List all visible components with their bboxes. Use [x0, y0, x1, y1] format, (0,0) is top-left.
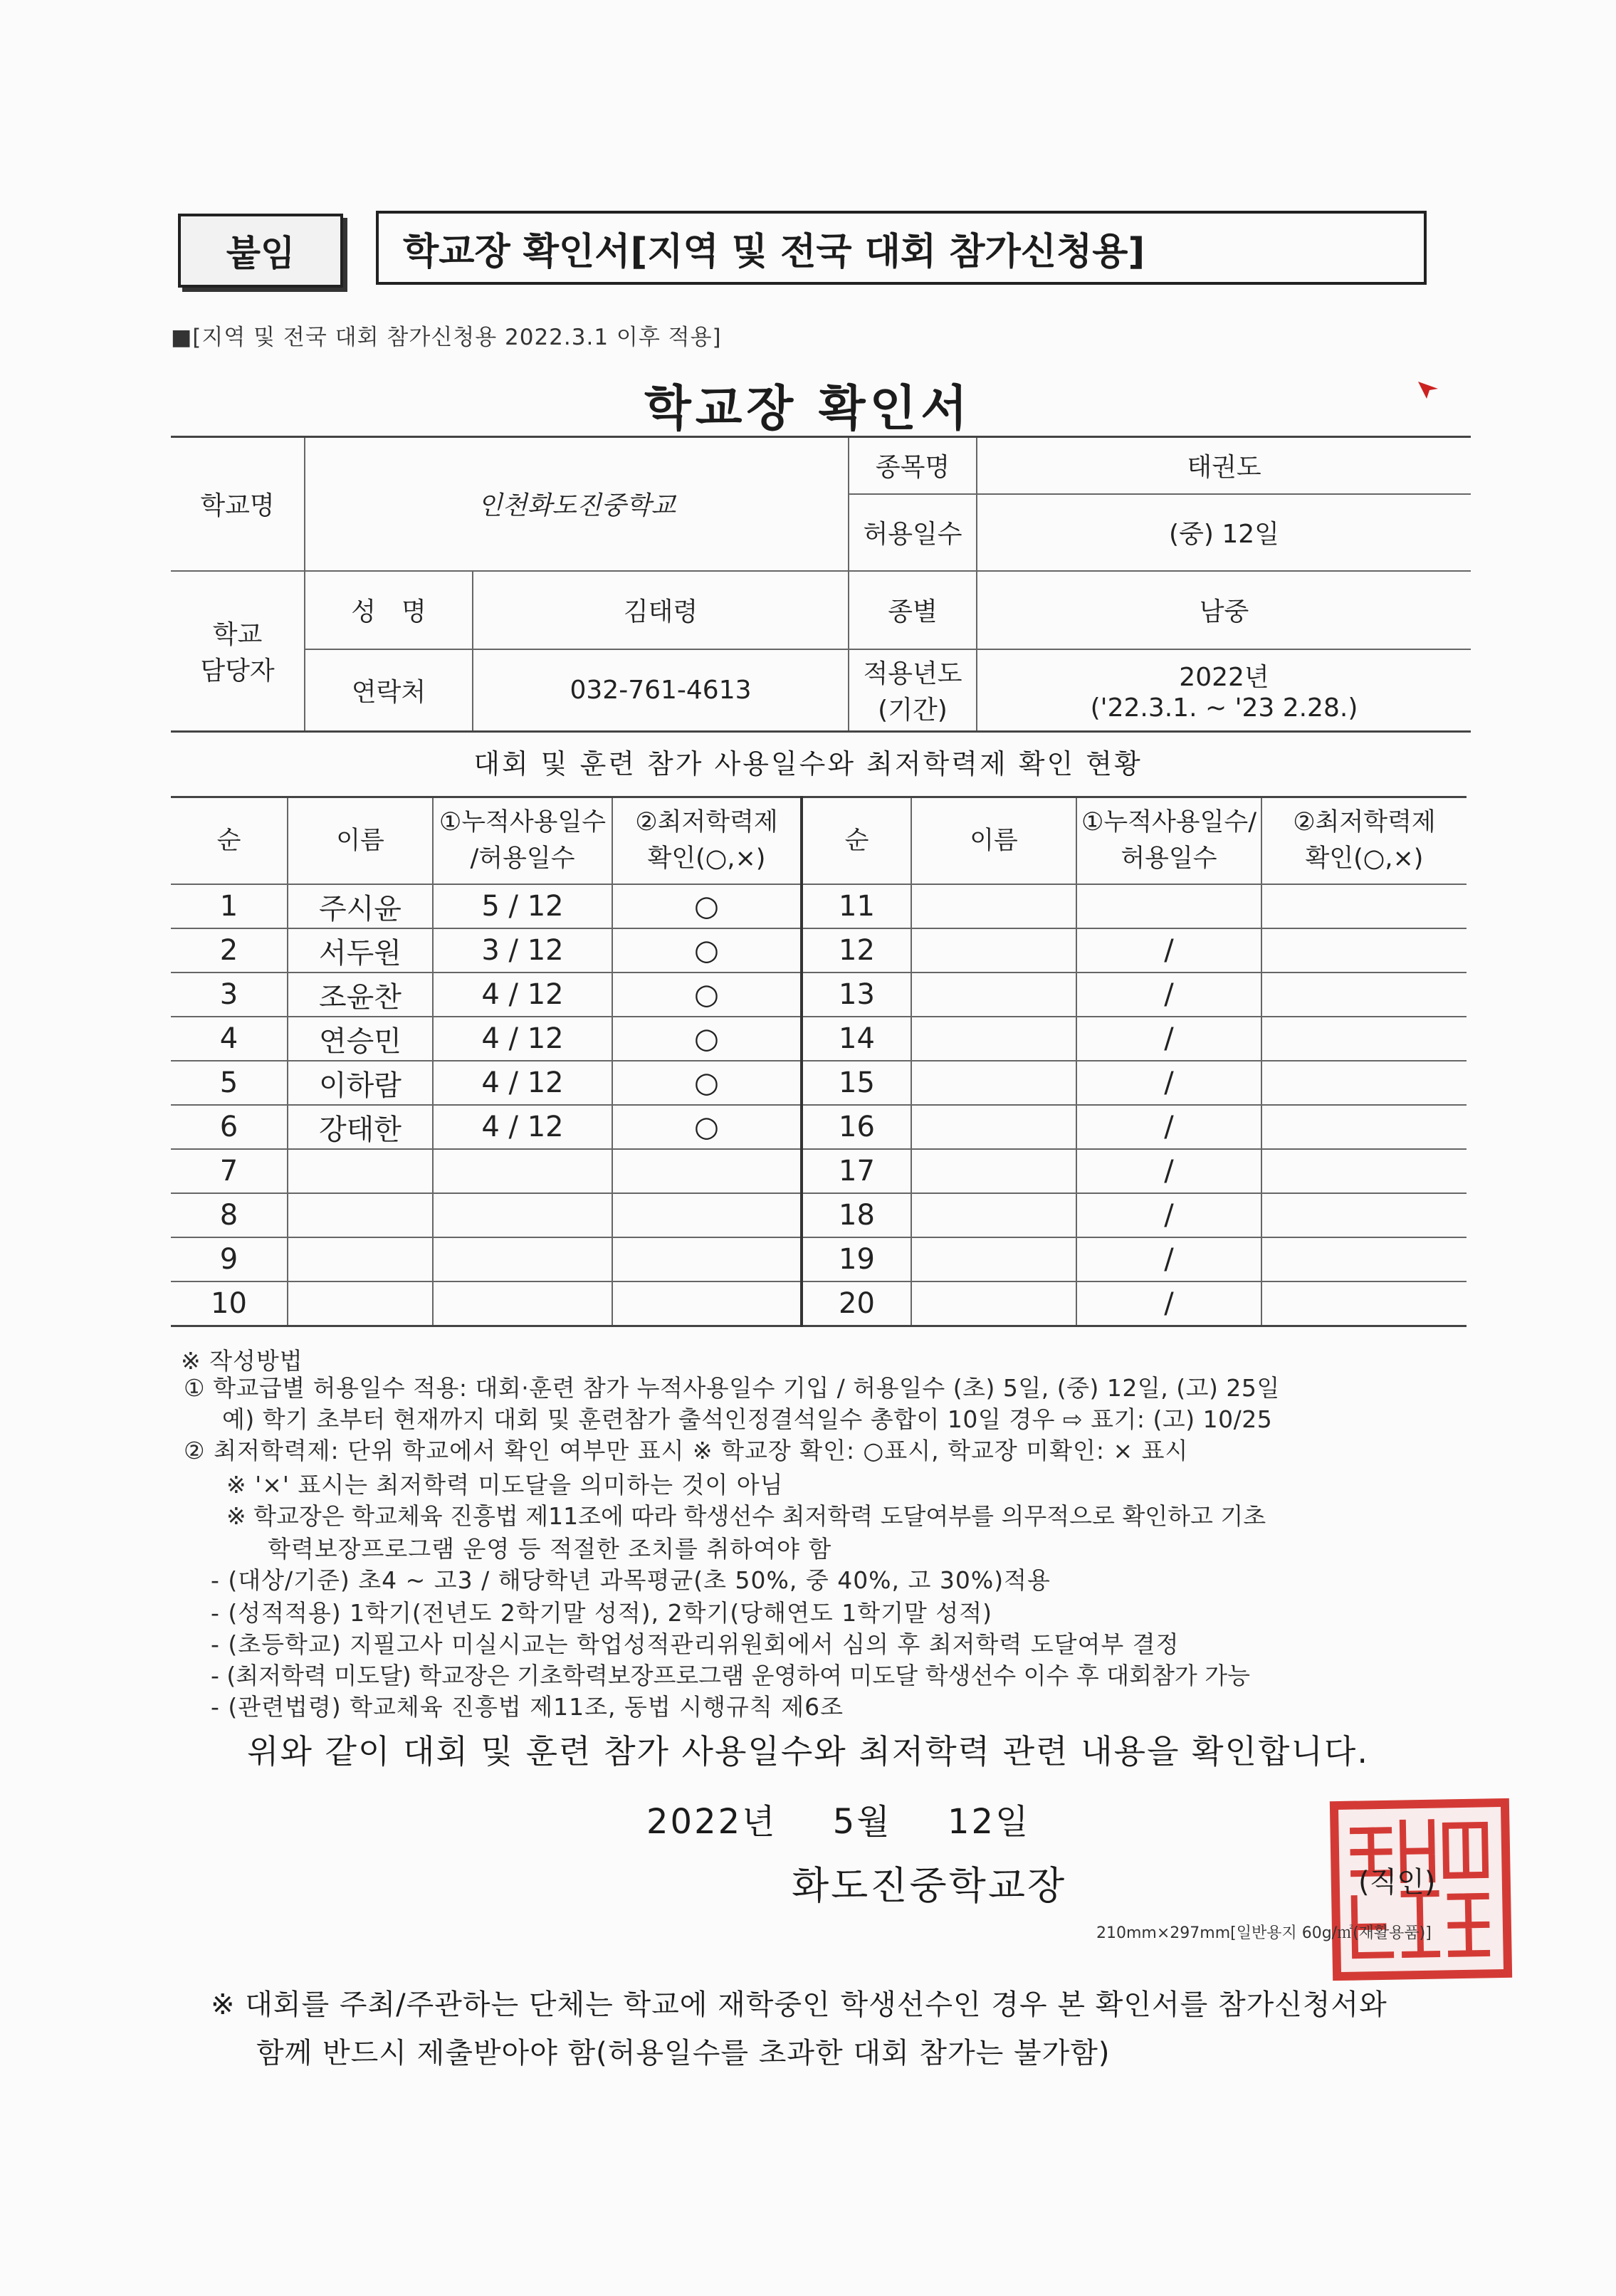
info-table	[171, 436, 1471, 733]
row-check: ○	[612, 928, 802, 973]
footer-note-line1: ※ 대회를 주최/주관하는 단체는 학교에 재학중인 학생선수인 경우 본 확인서를 참가신청서와	[211, 1988, 1387, 2021]
row-check-2	[1261, 1017, 1467, 1061]
table-row	[171, 1017, 1467, 1061]
row-no-2: 11	[802, 884, 911, 928]
row-days: 4 / 12	[433, 973, 612, 1017]
year-value	[977, 649, 1471, 732]
year-label	[849, 649, 977, 732]
row-no-2: 20	[802, 1281, 911, 1326]
row-no-2: 13	[802, 973, 911, 1017]
instruction-line: 예) 학기 초부터 현재까지 대회 및 훈련참가 출석인정결석일수 총합이 10일 경우 ⇨ 표기: (고) 10/25	[222, 1405, 1273, 1433]
sport-value: 태권도	[977, 437, 1471, 494]
row-check	[612, 1281, 802, 1326]
row-name-2	[911, 1149, 1076, 1193]
row-name: 연승민	[288, 1017, 433, 1061]
staff-label	[171, 571, 305, 732]
header-no: 순	[171, 797, 288, 885]
row-name: 이하람	[288, 1061, 433, 1105]
row-days: 3 / 12	[433, 928, 612, 973]
table-row	[171, 1149, 1467, 1193]
confirm-statement: 위와 같이 대회 및 훈련 참가 사용일수와 최저학력 관련 내용을 확인합니다.	[247, 1732, 1369, 1771]
row-check-2	[1261, 1061, 1467, 1105]
staff-label-line1: 학교	[212, 620, 263, 650]
row-name-2	[911, 884, 1076, 928]
row-check-2	[1261, 1281, 1467, 1326]
row-days-2: /	[1076, 1017, 1261, 1061]
row-no: 6	[171, 1105, 288, 1149]
table-row	[171, 1237, 1467, 1281]
year-label-line1: 적용년도	[863, 659, 962, 689]
instruction-line: ※ 학교장은 학교체육 진흥법 제11조에 따라 학생선수 최저학력 도달여부를 의무적으로 확인하고 기초	[226, 1502, 1266, 1530]
row-no: 10	[171, 1281, 288, 1326]
row-check-2	[1261, 1149, 1467, 1193]
row-days-2: /	[1076, 1237, 1261, 1281]
row-name-2	[911, 973, 1076, 1017]
allowed-value: (중) 12일	[977, 494, 1471, 571]
row-days	[433, 1149, 612, 1193]
issue-date: 2022년 5월 12일	[646, 1802, 1031, 1842]
row-check-2	[1261, 1237, 1467, 1281]
instruction-line: 학력보장프로그램 운영 등 적절한 조치를 취하여야 함	[268, 1535, 832, 1563]
row-name: 서두원	[288, 928, 433, 973]
year-value-line2: ('22.3.1. ~ '23 2.28.)	[1090, 693, 1358, 723]
paper-spec: 210mm×297mm[일반용지 60g/㎡(재활용품)]	[1096, 1924, 1432, 1942]
row-no: 2	[171, 928, 288, 973]
row-days: 4 / 12	[433, 1061, 612, 1105]
sport-label: 종목명	[849, 437, 977, 494]
name-value: 김태령	[473, 571, 849, 649]
row-name-2	[911, 928, 1076, 973]
row-name-2	[911, 1061, 1076, 1105]
instructions-heading: ※ 작성방법	[181, 1347, 303, 1375]
table-row	[171, 973, 1467, 1017]
row-name: 강태한	[288, 1105, 433, 1149]
row-check	[612, 1237, 802, 1281]
table-row	[171, 1061, 1467, 1105]
row-no-2: 14	[802, 1017, 911, 1061]
header-days-2: ①누적사용일수/ 허용일수	[1076, 797, 1261, 885]
instruction-line: ※ '×' 표시는 최저학력 미도달을 의미하는 것이 아님	[226, 1471, 784, 1499]
row-no-2: 16	[802, 1105, 911, 1149]
row-check-2	[1261, 1105, 1467, 1149]
row-no: 9	[171, 1237, 288, 1281]
header-check-2: ②최저학력제 확인(○,×)	[1261, 797, 1467, 885]
row-check-2	[1261, 928, 1467, 973]
row-name	[288, 1149, 433, 1193]
notice-line: ■[지역 및 전국 대회 참가신청용 2022.3.1 이후 적용]	[171, 325, 722, 350]
table-row	[171, 928, 1467, 973]
header-title: 학교장 확인서[지역 및 전국 대회 참가신청용]	[376, 211, 1427, 285]
row-days: 5 / 12	[433, 884, 612, 928]
contact-label: 연락처	[305, 649, 473, 732]
row-days: 4 / 12	[433, 1017, 612, 1061]
principal-name: 화도진중학교장	[792, 1863, 1067, 1908]
row-no-2: 12	[802, 928, 911, 973]
header-days: ①누적사용일수 /허용일수	[433, 797, 612, 885]
row-days: 4 / 12	[433, 1105, 612, 1149]
row-no: 4	[171, 1017, 288, 1061]
row-days-2: /	[1076, 1193, 1261, 1237]
row-name: 조윤찬	[288, 973, 433, 1017]
row-check-2	[1261, 973, 1467, 1017]
row-no: 5	[171, 1061, 288, 1105]
row-days-2: /	[1076, 1281, 1261, 1326]
roster-header	[171, 797, 1467, 885]
instruction-line: ① 학교급별 허용일수 적용: 대회·훈련 참가 누적사용일수 기입 / 허용일수 (초) 5일, (중) 12일, (고) 25일	[184, 1374, 1280, 1402]
header-no-2: 순	[802, 797, 911, 885]
roster-table	[171, 796, 1467, 1327]
table-row	[171, 1281, 1467, 1326]
row-no-2: 17	[802, 1149, 911, 1193]
row-check	[612, 1193, 802, 1237]
instruction-line: - (최저학력 미도달) 학교장은 기초학력보장프로그램 운영하여 미도달 학생선수 이수 후 대회참가 가능	[211, 1662, 1251, 1689]
doc-title: 학교장 확인서	[644, 381, 972, 437]
row-check: ○	[612, 1061, 802, 1105]
row-name	[288, 1193, 433, 1237]
row-no-2: 19	[802, 1237, 911, 1281]
cursor-mark-icon	[1417, 379, 1442, 400]
row-days	[433, 1281, 612, 1326]
header-name: 이름	[288, 797, 433, 885]
footer-note-line2: 함께 반드시 제출받아야 함(허용일수를 초과한 대회 참가는 불가함)	[256, 2037, 1111, 2070]
row-name	[288, 1281, 433, 1326]
row-check: ○	[612, 884, 802, 928]
row-days-2: /	[1076, 973, 1261, 1017]
row-days	[433, 1193, 612, 1237]
row-check: ○	[612, 973, 802, 1017]
row-days	[433, 1237, 612, 1281]
gender-label: 종별	[849, 571, 977, 649]
instruction-line: - (관련법령) 학교체육 진흥법 제11조, 동법 시행규칙 제6조	[211, 1693, 844, 1721]
row-days-2: /	[1076, 1061, 1261, 1105]
name-label: 성 명	[305, 571, 473, 649]
table-row	[171, 1193, 1467, 1237]
school-label: 학교명	[171, 437, 305, 571]
row-name-2	[911, 1237, 1076, 1281]
header-check: ②최저학력제 확인(○,×)	[612, 797, 802, 885]
allowed-label: 허용일수	[849, 494, 977, 571]
row-no: 8	[171, 1193, 288, 1237]
row-no-2: 18	[802, 1193, 911, 1237]
row-no: 3	[171, 973, 288, 1017]
gender-value: 남중	[977, 571, 1471, 649]
row-check-2	[1261, 884, 1467, 928]
row-days-2: /	[1076, 928, 1261, 973]
instruction-line: - (대상/기준) 초4 ~ 고3 / 해당학년 과목평균(초 50%, 중 40%, 고 30%)적용	[211, 1566, 1051, 1594]
row-check-2	[1261, 1193, 1467, 1237]
row-name-2	[911, 1193, 1076, 1237]
row-days-2: /	[1076, 1149, 1261, 1193]
row-no: 1	[171, 884, 288, 928]
table-row	[171, 1105, 1467, 1149]
row-check: ○	[612, 1017, 802, 1061]
row-days-2: /	[1076, 1105, 1261, 1149]
header-name-2: 이름	[911, 797, 1076, 885]
instruction-line: - (성적적용) 1학기(전년도 2학기말 성적), 2학기(당해연도 1학기말 성적)	[211, 1599, 993, 1627]
row-name-2	[911, 1017, 1076, 1061]
row-name	[288, 1237, 433, 1281]
year-label-line2: (기간)	[878, 696, 948, 725]
row-no-2: 15	[802, 1061, 911, 1105]
staff-label-line2: 담당자	[200, 656, 275, 686]
row-days-2	[1076, 884, 1261, 928]
attachment-label: 붙임	[178, 214, 343, 288]
seal-label: (직인)	[1358, 1866, 1436, 1899]
row-check: ○	[612, 1105, 802, 1149]
row-check	[612, 1149, 802, 1193]
row-name: 주시윤	[288, 884, 433, 928]
instruction-line: ② 최저학력제: 단위 학교에서 확인 여부만 표시 ※ 학교장 확인: ○표시, 학교장 미확인: × 표시	[184, 1437, 1189, 1464]
contact-value: 032-761-4613	[473, 649, 849, 732]
instruction-line: - (초등학교) 지필고사 미실시교는 학업성적관리위원회에서 심의 후 최저학력 도달여부 결정	[211, 1630, 1180, 1658]
school-value: 인천화도진중학교	[305, 437, 849, 571]
table-row	[171, 884, 1467, 928]
row-name-2	[911, 1105, 1076, 1149]
section-title: 대회 및 훈련 참가 사용일수와 최저학력제 확인 현황	[473, 748, 1143, 780]
row-no: 7	[171, 1149, 288, 1193]
year-value-line1: 2022년	[1179, 663, 1269, 693]
row-name-2	[911, 1281, 1076, 1326]
